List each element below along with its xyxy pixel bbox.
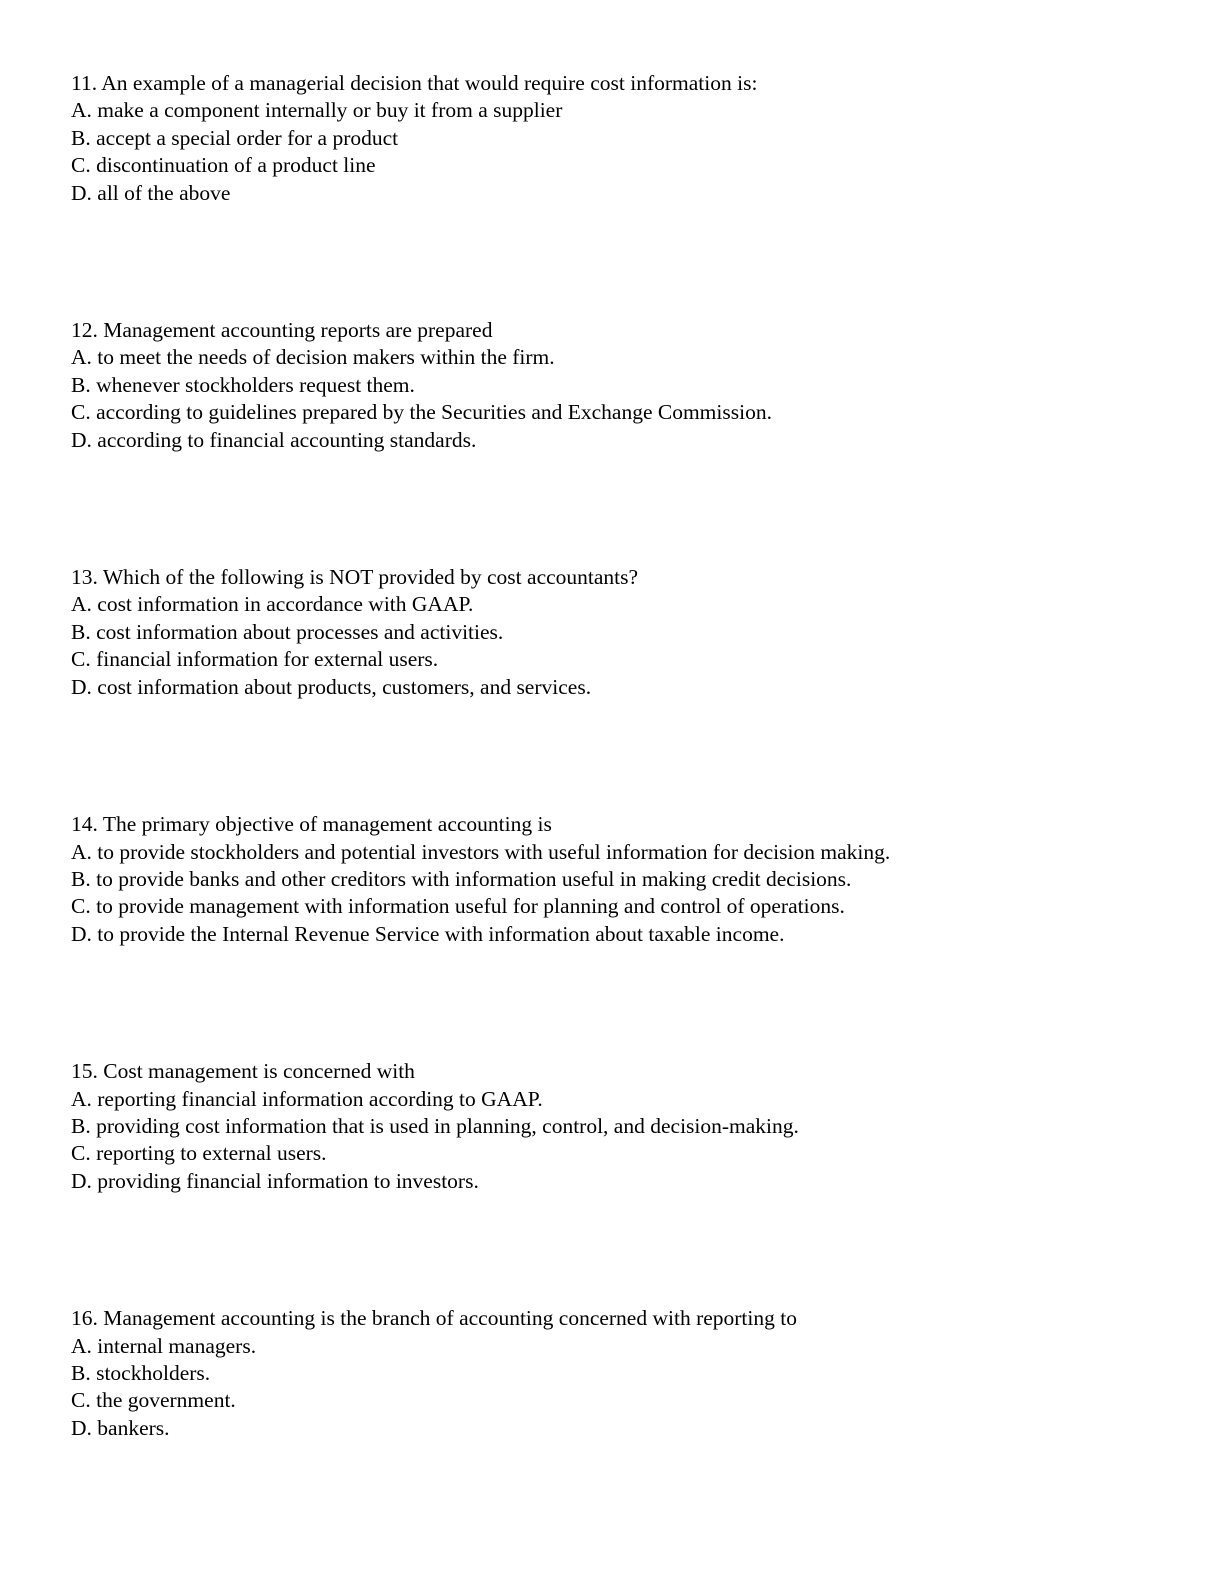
question-stem: 13. Which of the following is NOT provided by cost accountants? [71, 565, 639, 590]
answer-option-a: A. to meet the needs of decision makers within the firm. [71, 345, 555, 370]
answer-option-b: B. stockholders. [71, 1360, 211, 1385]
question-stem: 16. Management accounting is the branch of accounting concerned with reporting to [71, 1306, 797, 1331]
answer-option-c: C. financial information for external users. [71, 647, 439, 672]
question-12 [71, 317, 1151, 454]
question-13 [71, 564, 1151, 701]
answer-option-a: A. internal managers. [71, 1333, 257, 1358]
answer-option-c: C. to provide management with information useful for planning and control of operations. [71, 894, 845, 919]
answer-option-a: A. make a component internally or buy it from a supplier [71, 98, 563, 123]
answer-option-b: B. whenever stockholders request them. [71, 372, 415, 397]
question-14 [71, 811, 1151, 948]
answer-option-c: C. according to guidelines prepared by the Securities and Exchange Commission. [71, 400, 772, 425]
answer-option-a: A. reporting financial information according to GAAP. [71, 1086, 543, 1111]
answer-option-c: C. discontinuation of a product line [71, 153, 376, 178]
answer-option-d: D. all of the above [71, 180, 231, 205]
question-15 [71, 1058, 1151, 1195]
question-stem: 15. Cost management is concerned with [71, 1059, 415, 1084]
answer-option-d: D. providing financial information to investors. [71, 1168, 479, 1193]
question-11 [71, 70, 1151, 207]
question-stem: 11. An example of a managerial decision that would require cost information is: [71, 71, 758, 95]
answer-option-a: A. to provide stockholders and potential investors with useful information for decision making. [71, 839, 891, 864]
answer-option-b: B. accept a special order for a product [71, 125, 399, 150]
answer-option-d: D. to provide the Internal Revenue Service with information about taxable income. [71, 921, 785, 946]
document-page [71, 70, 1151, 1552]
answer-option-d: D. bankers. [71, 1415, 170, 1440]
answer-option-b: B. cost information about processes and activities. [71, 619, 504, 644]
question-stem: 14. The primary objective of management accounting is [71, 812, 552, 837]
answer-option-c: C. reporting to external users. [71, 1141, 327, 1166]
answer-option-c: C. the government. [71, 1388, 236, 1413]
answer-option-b: B. to provide banks and other creditors with information useful in making credit decisions. [71, 866, 852, 891]
question-16 [71, 1305, 1151, 1442]
question-stem: 12. Management accounting reports are prepared [71, 318, 493, 343]
answer-option-d: D. cost information about products, customers, and services. [71, 674, 592, 699]
answer-option-d: D. according to financial accounting standards. [71, 427, 477, 452]
answer-option-a: A. cost information in accordance with GAAP. [71, 592, 474, 617]
answer-option-b: B. providing cost information that is used in planning, control, and decision-making. [71, 1113, 799, 1138]
